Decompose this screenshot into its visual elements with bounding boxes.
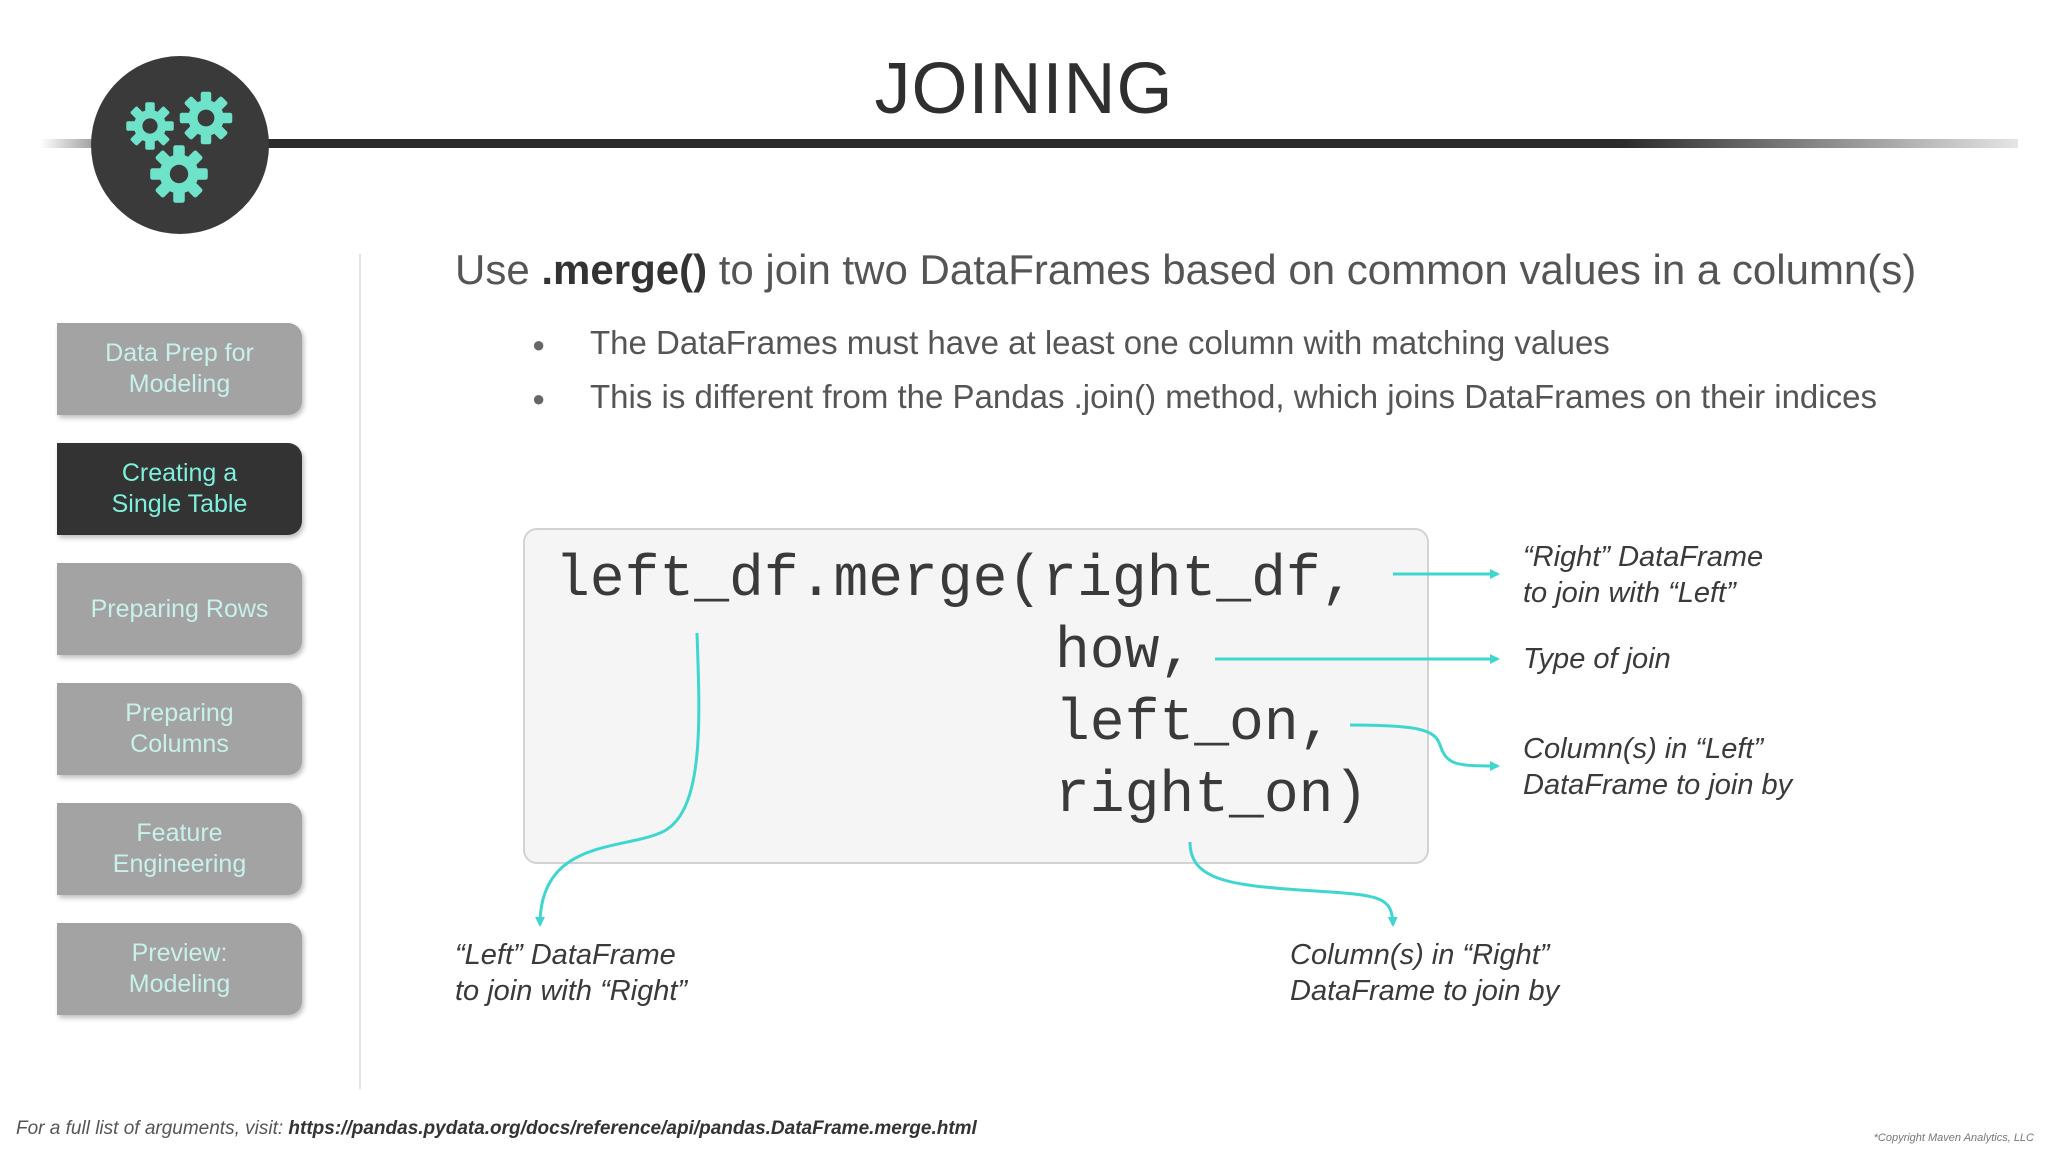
bullet-icon: ● xyxy=(532,332,546,357)
page-title: JOINING xyxy=(874,49,1174,129)
sidebar-item-label: Preparing Rows xyxy=(90,594,269,623)
annotation-text: Type of join xyxy=(1523,643,1671,675)
arrow-left-df xyxy=(540,633,699,925)
heading-text: to join two DataFrames based on common values in a column(s) xyxy=(707,246,1917,293)
annotation-text: Column(s) in “Left” xyxy=(1523,733,1764,765)
annotation-text: to join with “Left” xyxy=(1523,577,1736,609)
sidebar-item-label: Columns xyxy=(130,730,229,758)
sidebar-item-label: Engineering xyxy=(112,850,247,878)
annotation-text: Column(s) in “Right” xyxy=(1290,939,1550,971)
sidebar-item-label: Preparing xyxy=(125,699,234,727)
docs-link[interactable]: https://pandas.pydata.org/docs/reference/api/pandas.DataFrame.merge.html xyxy=(288,1118,977,1139)
annotation-how xyxy=(1523,641,1671,677)
annotation-text: DataFrame to join by xyxy=(1290,975,1560,1007)
arrow-right-on xyxy=(1190,842,1393,925)
sidebar-item-label: Data Prep for xyxy=(105,339,254,367)
annotation-right-df xyxy=(1523,539,1763,611)
bullet-item: The DataFrames must have at least one column with matching values xyxy=(590,324,1610,361)
sidebar-item-label: Preview: xyxy=(131,939,228,967)
code-line-right-on: right_on) xyxy=(1055,764,1369,829)
sidebar-item-label: Feature xyxy=(136,819,223,847)
annotation-left-on xyxy=(1523,731,1792,803)
sidebar-item-label: Modeling xyxy=(128,370,231,398)
annotation-text: DataFrame to join by xyxy=(1523,769,1793,801)
code-line-how: how, xyxy=(1055,620,1195,685)
annotation-text: to join with “Right” xyxy=(455,975,688,1007)
annotation-text: “Right” DataFrame xyxy=(1523,541,1764,573)
sidebar-item-label: Creating a xyxy=(121,459,238,487)
code-line-left-on: left_on, xyxy=(1055,692,1334,757)
copyright-notice: *Copyright Maven Analytics, LLC xyxy=(1873,1132,2034,1144)
code-line-merge-call: left_df.merge(right_df, xyxy=(555,548,1356,613)
annotation-left-df xyxy=(455,937,687,1009)
footer-note xyxy=(16,1118,977,1140)
sidebar-item-label: Single Table xyxy=(111,490,248,518)
heading-method-name: .merge() xyxy=(541,246,708,293)
arrow-left-on xyxy=(1350,725,1498,766)
annotation-right-on xyxy=(1290,937,1559,1009)
annotation-text: “Left” DataFrame xyxy=(455,939,676,971)
bullet-icon: ● xyxy=(532,386,546,411)
footer-text: For a full list of arguments, visit: xyxy=(16,1118,289,1139)
bullet-item: This is different from the Pandas .join() method, which joins DataFrames on their indices xyxy=(590,378,1877,415)
sidebar-item-label: Modeling xyxy=(128,970,231,998)
heading-text: Use xyxy=(455,246,542,293)
